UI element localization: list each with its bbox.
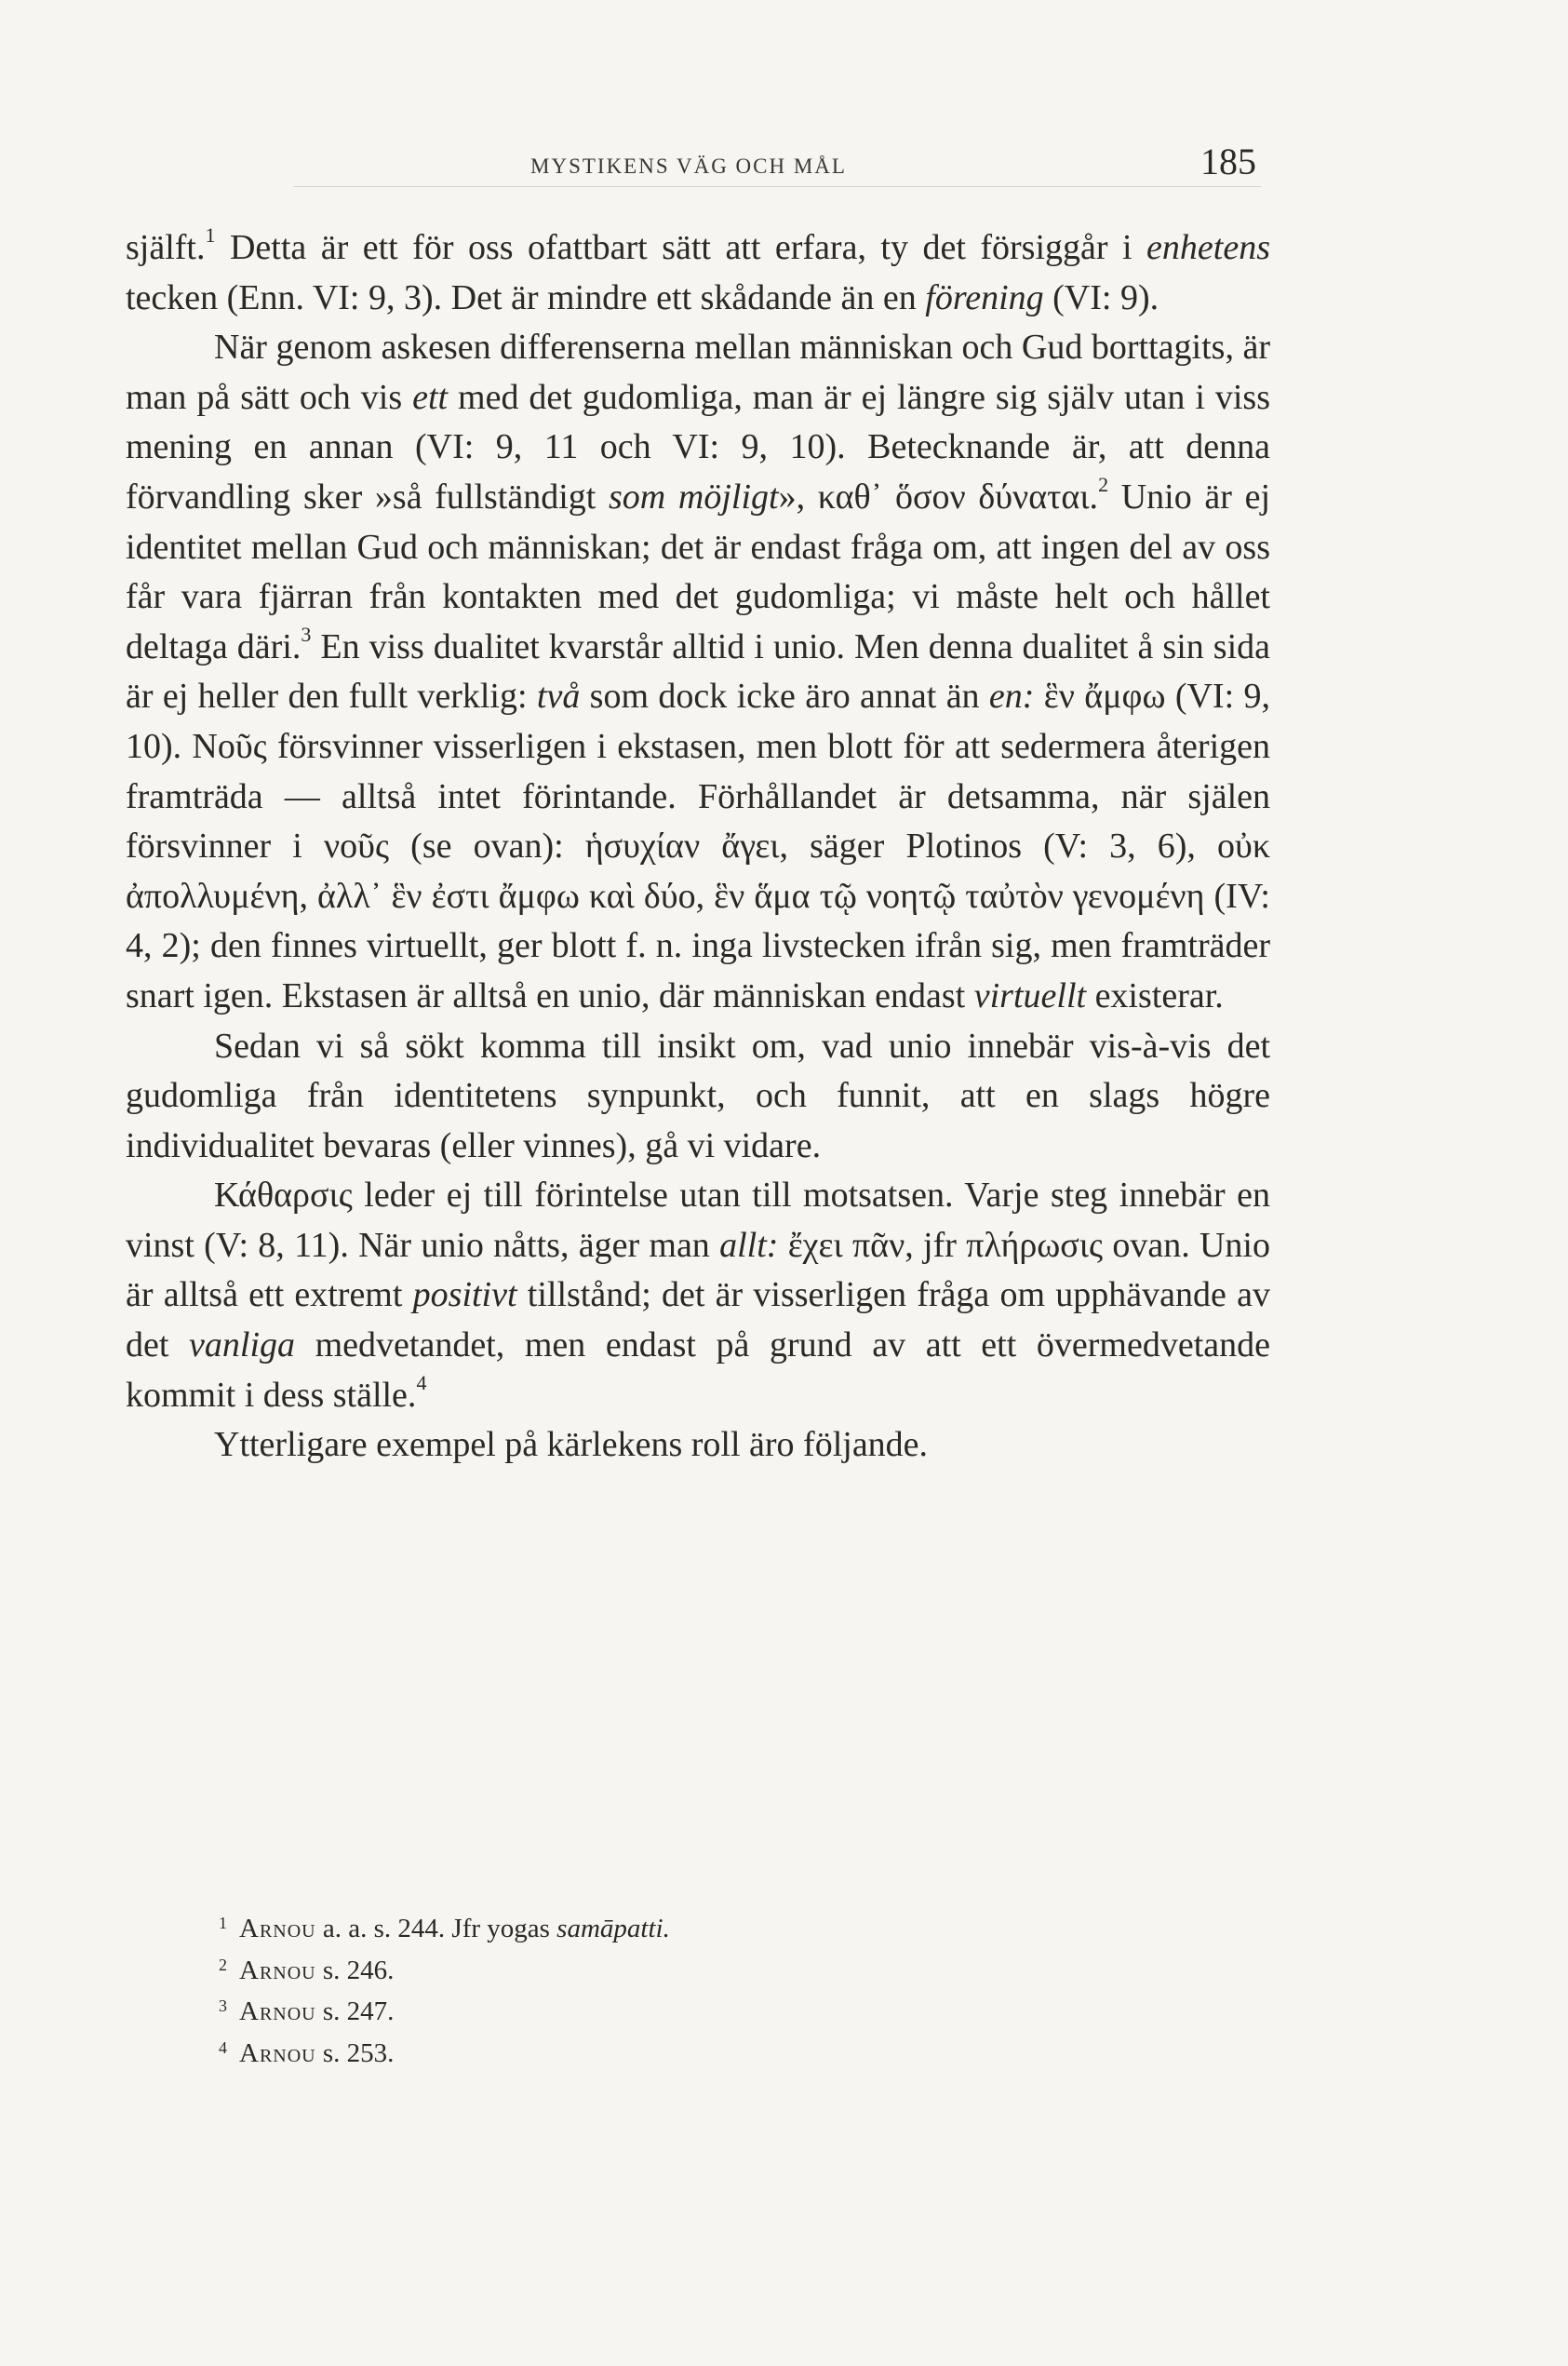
emphasis-text: allt: xyxy=(719,1225,779,1265)
footnote-italic: samāpatti. xyxy=(556,1914,670,1943)
footnote-author: Arnou xyxy=(239,1996,316,2026)
footnote-author: Arnou xyxy=(239,1914,316,1943)
text-run: som dock icke äro annat än xyxy=(580,677,989,717)
footnote-reference: 4 xyxy=(416,1370,427,1394)
text-run: När genom askesen differenserna mellan människan och Gud borttagits, är man på sätt och vis xyxy=(126,328,1270,417)
footnote-author: Arnou xyxy=(239,1955,316,1985)
text-run: En viss dualitet kvarstår alltid i unio. Men denna dualitet å sin sida är ej heller den fullt verklig: xyxy=(126,626,1271,717)
footnote-marker: 4 xyxy=(219,2037,227,2057)
paragraph xyxy=(126,223,1270,323)
text-run: själft. xyxy=(126,228,206,267)
emphasis-text: som möjligt xyxy=(609,477,779,517)
footnote-reference: 1 xyxy=(205,223,216,247)
emphasis-text: positivt xyxy=(412,1275,517,1315)
footnote-marker: 3 xyxy=(219,1996,227,2015)
text-run: med det gudomliga, man är ej längre sig själv utan i viss mening en annan (VI: 9, 11 och VI: 9, 10). Betecknande är, att denna förvandling sker »så fullständigt xyxy=(126,377,1270,517)
emphasis-text: en: xyxy=(988,677,1035,717)
text-run: Ytterligare exempel på kärlekens roll äro följande. xyxy=(214,1425,929,1465)
footnote xyxy=(219,1905,1149,1947)
emphasis-text: virtuellt xyxy=(973,975,1087,1015)
footnote-reference: 3 xyxy=(301,622,312,646)
footnote-text: s. 253. xyxy=(315,2037,395,2068)
running-head: MYSTIKENS VÄG OCH MÅL xyxy=(530,155,847,178)
text-run: ἓν ἄμφω (VI: 9, 10). Νοῦς försvinner visserligen i ekstasen, men blott för att sedermera återigen framträda — alltså intet förintande. Förhållandet är detsamma, när själen försvinner i νοῦς (se ovan): ἡσυχίαν ἄγει, säger Plotinos (V: 3, 6), οὐκ ἀπολλυμένη, ἀλλ᾽ ἓν ἐστι ἄμφω καὶ δύο, ἓν ἅμα τῷ νοητῷ ταὐτὸν γενομένη (IV: 4, 2); den finnes virtuellt, ger blott f. n. inga livstecken ifrån sig, men framträder snart igen. Ekstasen är alltså en unio, där människan endast xyxy=(126,677,1270,1015)
text-run: Detta är ett för oss ofattbart sätt att erfara, ty det försiggår i xyxy=(215,228,1147,267)
text-run: medvetandet, men endast på grund av att ett övermedvetande kommit i dess ställe. xyxy=(126,1325,1270,1415)
paragraph xyxy=(126,323,1270,1021)
page-header xyxy=(126,140,1270,195)
footnote xyxy=(219,2030,1149,2072)
footnote xyxy=(219,1947,1149,1989)
text-run: Unio är ej identitet mellan Gud och människan; det är endast fråga om, att ingen del av oss får vara fjärran från kontakten med det gudomliga; vi måste helt och hållet deltaga däri. xyxy=(126,477,1271,666)
header-rule xyxy=(293,186,1261,187)
footnote-marker: 2 xyxy=(219,1955,227,1974)
paragraph xyxy=(126,1022,1270,1172)
footnote-author: Arnou xyxy=(239,2037,316,2068)
footnote-text: a. a. s. 244. Jfr yogas xyxy=(315,1914,557,1943)
text-run: Κάθαρσις leder ej till förintelse utan till motsatsen. Varje steg innebär en vinst (V: 8, 11). När unio nåtts, äger man xyxy=(126,1176,1270,1265)
text-run: tecken (Enn. VI: 9, 3). Det är mindre ett skådande än en xyxy=(126,277,926,317)
text-run: (VI: 9). xyxy=(1043,277,1159,317)
emphasis-text: enhetens xyxy=(1146,228,1270,267)
page-number: 185 xyxy=(1200,141,1256,182)
footnote-text: s. 247. xyxy=(315,1996,395,2026)
text-run: », καθ᾽ ὅσον δύναται. xyxy=(778,477,1099,517)
text-run: existerar. xyxy=(1086,975,1224,1015)
text-run: ἔχει πᾶν, jfr πλήρωσις ovan. Unio är alltså ett extremt xyxy=(126,1225,1270,1315)
paragraph xyxy=(126,1171,1270,1420)
body-text xyxy=(126,223,1270,1471)
footnote-marker: 1 xyxy=(219,1914,227,1932)
emphasis-text: två xyxy=(536,677,581,717)
footnote-text: s. 246. xyxy=(315,1955,395,1985)
text-run: Sedan vi så sökt komma till insikt om, vad unio innebär vis-à-vis det gudomliga från identitetens synpunkt, och funnit, att en slags högre individualitet bevaras (eller vinnes), gå vi vidare. xyxy=(126,1026,1270,1165)
footnote xyxy=(219,1988,1149,2030)
footnotes xyxy=(219,1905,1149,2071)
emphasis-text: ett xyxy=(412,377,449,417)
paragraph xyxy=(126,1420,1270,1471)
text-run: tillstånd; det är visserligen fråga om upphävande av det xyxy=(126,1275,1270,1365)
footnote-reference: 2 xyxy=(1098,472,1109,496)
emphasis-text: förening xyxy=(925,277,1044,317)
emphasis-text: vanliga xyxy=(189,1325,296,1365)
